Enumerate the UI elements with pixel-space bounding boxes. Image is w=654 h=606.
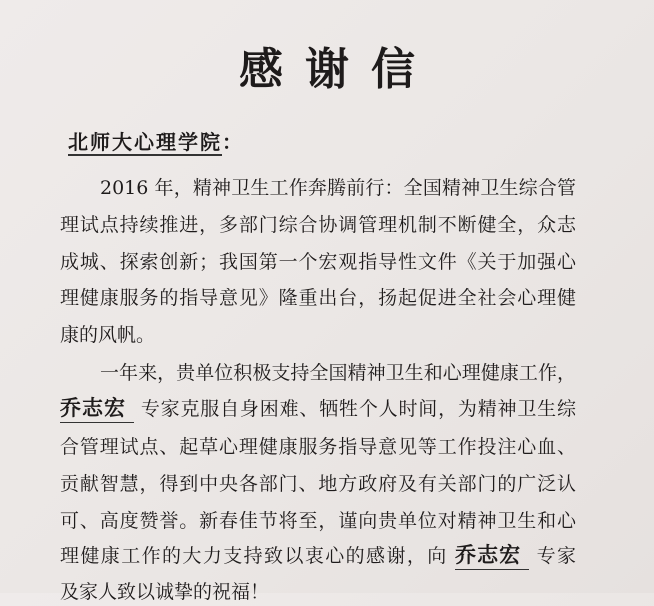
text-line: [60, 541, 576, 570]
text-line: 理试点持续推进，多部门综合协调管理机制不断健全，众志: [60, 214, 576, 236]
text-line: 康的风帆。: [60, 324, 156, 346]
recipient-name: 北师大心理学院: [68, 130, 222, 154]
text-line: 可、高度赞誉。新春佳节将至，谨向贵单位对精神卫生和心: [60, 510, 576, 532]
text-line: 合管理试点、起草心理健康服务指导意见等工作投注心血、: [60, 436, 576, 458]
text-line: 及家人致以诚挚的祝福！: [60, 581, 270, 603]
text-line: 贡献智慧，得到中央各部门、地方政府及有关部门的广泛认: [60, 473, 576, 495]
text-line: 成城、探索创新；我国第一个宏观指导性文件《关于加强心: [60, 251, 576, 273]
text-line: 一年来，贵单位积极支持全国精神卫生和心理健康工作，: [100, 362, 576, 384]
text-segment: 理健康工作的大力支持致以衷心的感谢，向: [60, 545, 448, 567]
text-line: 理健康服务的指导意见》隆重出台，扬起促进全社会心理健: [60, 287, 576, 309]
expert-name: 乔志宏: [60, 394, 134, 423]
expert-name: 乔志宏: [455, 541, 529, 570]
salutation: [68, 128, 244, 156]
text-line: [60, 394, 576, 423]
salutation-colon: ：: [222, 130, 244, 154]
text-line: 2016 年，精神卫生工作奔腾前行：全国精神卫生综合管: [100, 177, 576, 199]
text-segment: 专家: [536, 545, 576, 567]
text-segment: 专家克服自身困难、牺牲个人时间，为精神卫生综: [140, 398, 576, 420]
letter-title: 感谢信: [239, 44, 437, 95]
